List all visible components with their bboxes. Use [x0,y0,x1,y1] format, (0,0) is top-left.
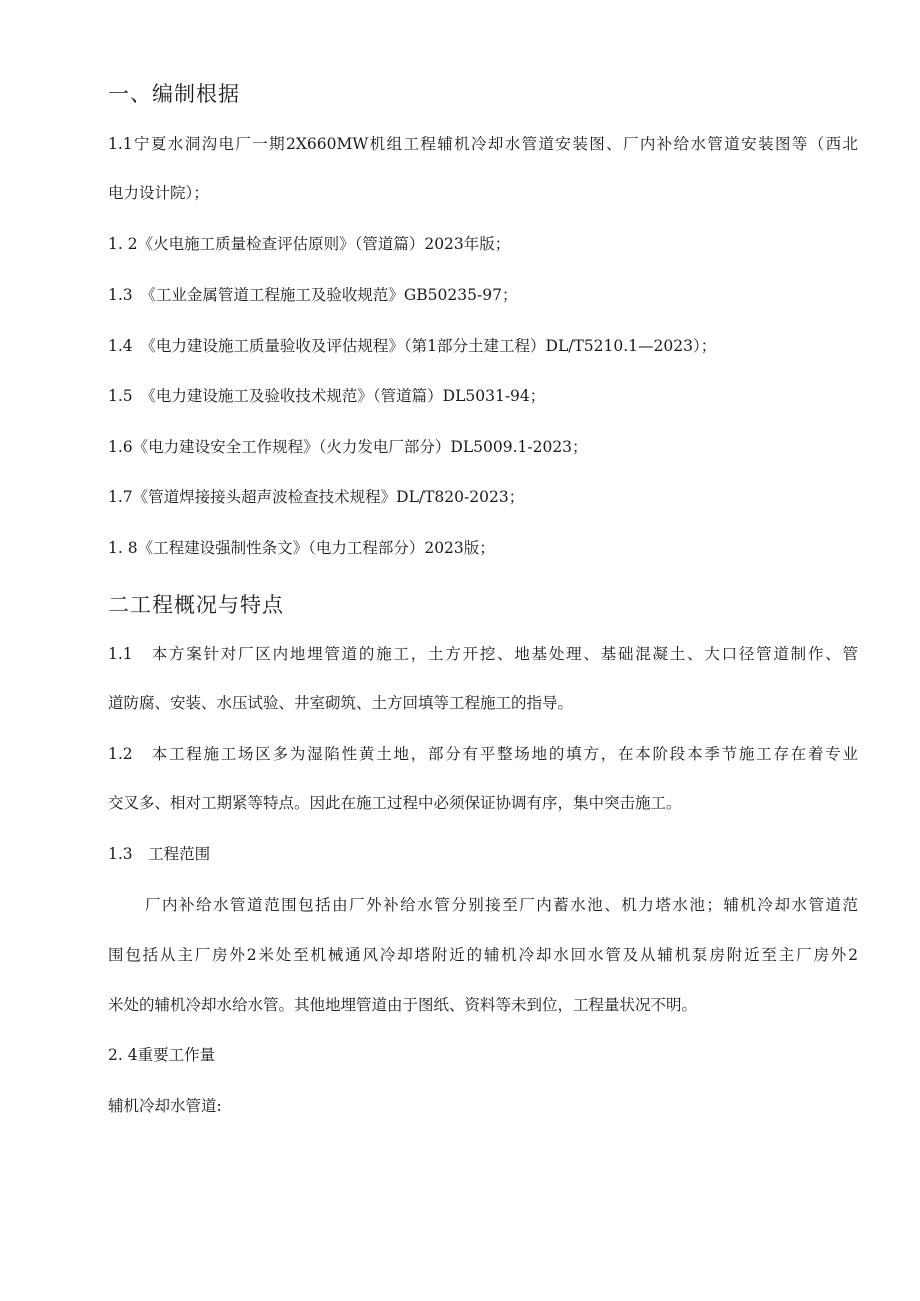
reference-item-7: 1.7《管道焊接接头超声波检查技术规程》DL/T820-2023； [108,488,525,506]
scope-line-2: 围包括从主厂房外2米处至机械通风冷却塔附近的辅机冷却水回水管及从辅机泵房附近至主厂房外2 [108,946,858,964]
aux-cooling-water-pipe-label: 辅机冷却水管道: [108,1097,222,1115]
reference-item-8: 1. 8《工程建设强制性条文》（电力工程部分）2023版； [108,539,495,557]
section1-heading: 一、编制根据 [108,82,240,106]
reference-item-5: 1.5 《电力建设施工及验收技术规范》（管道篇）DL5031-94； [108,387,546,405]
scope-line-3: 米处的辅机冷却水给水管。其他地埋管道由于图纸、资料等未到位，工程量状况不明。 [108,996,698,1014]
section2-heading: 二工程概况与特点 [108,593,284,617]
overview-1-1-line-2: 道防腐、安装、水压试验、井室砌筑、土方回填等工程施工的指导。 [108,694,574,712]
overview-1-1-line-1: 1.1 本方案针对厂区内地埋管道的施工，土方开挖、地基处理、基础混凝土、大口径管道制作、管 [108,645,858,663]
workload-title: 2. 4重要工作量 [108,1046,216,1064]
reference-item-2: 1. 2《火电施工质量检查评估原则》（管道篇）2023年版； [108,235,511,253]
reference-item-1-line-1: 1.1宁夏水洞沟电厂一期2X660MW机组工程辅机冷却水管道安装图、厂内补给水管道安装图等（西北 [108,135,858,153]
reference-item-1-line-2: 电力设计院）； [108,184,209,202]
reference-item-6: 1.6《电力建设安全工作规程》（火力发电厂部分）DL5009.1-2023； [108,438,588,456]
reference-item-3: 1.3 《工业金属管道工程施工及验收规范》GB50235-97； [108,286,518,304]
reference-item-4: 1.4 《电力建设施工质量验收及评估规程》（第1部分土建工程）DL/T5210.1—2023）； [108,337,717,355]
overview-1-2-line-1: 1.2 本工程施工场区多为湿陷性黄土地，部分有平整场地的填方，在本阶段本季节施工存在着专业 [108,745,858,763]
overview-1-2-line-2: 交叉多、相对工期紧等特点。因此在施工过程中必须保证协调有序，集中突击施工。 [108,794,682,812]
overview-1-3-title: 1.3 工程范围 [108,845,211,863]
scope-line-1: 厂内补给水管道范围包括由厂外补给水管分别接至厂内蓄水池、机力塔水池；辅机冷却水管道范 [145,896,858,914]
